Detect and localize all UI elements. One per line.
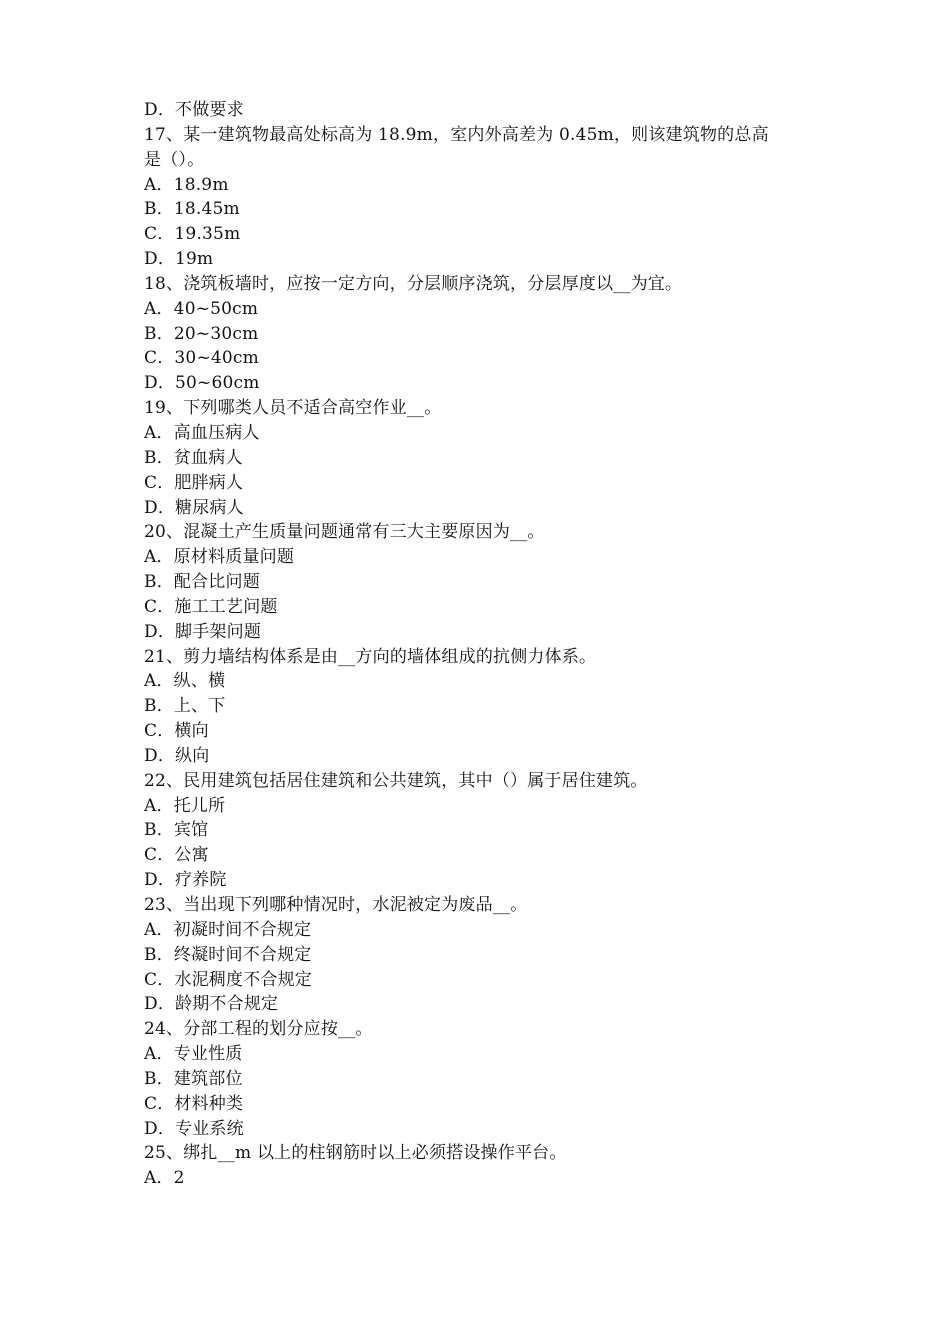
option-line: D．纵向 xyxy=(144,745,210,766)
option-line: D．糖尿病人 xyxy=(144,497,244,518)
option-line: C．公寓 xyxy=(144,845,209,866)
option-line: C．肥胖病人 xyxy=(144,472,244,493)
option-line: D．50~60cm xyxy=(144,373,260,394)
option-line: A．专业性质 xyxy=(144,1044,243,1065)
option-line: B．贫血病人 xyxy=(144,447,243,468)
option-line: D．19m xyxy=(144,249,214,270)
option-line: B．宾馆 xyxy=(144,820,209,841)
option-line: A．托儿所 xyxy=(144,795,226,816)
question-line: 25、绑扎__m 以上的柱钢筋时以上必须搭设操作平台。 xyxy=(144,1143,567,1164)
option-line: D．专业系统 xyxy=(144,1118,244,1139)
option-line: A．18.9m xyxy=(144,174,229,195)
option-line: C．30~40cm xyxy=(144,348,259,369)
option-line: A．40~50cm xyxy=(144,298,259,319)
question-line: 19、下列哪类人员不适合高空作业__。 xyxy=(144,398,442,419)
option-line: C．19.35m xyxy=(144,224,241,245)
question-line: 17、某一建筑物最高处标高为 18.9m，室内外高差为 0.45m，则该建筑物的总高 xyxy=(144,124,769,145)
option-line: D．脚手架问题 xyxy=(144,621,262,642)
option-line: A．高血压病人 xyxy=(144,422,260,443)
option-line: A．纵、横 xyxy=(144,671,226,692)
option-line: C．施工工艺问题 xyxy=(144,596,278,617)
option-line: D．不做要求 xyxy=(144,100,244,120)
option-line: C．材料种类 xyxy=(144,1093,244,1114)
option-line: B．20~30cm xyxy=(144,323,259,344)
option-line: B．18.45m xyxy=(144,199,240,220)
option-line: B．上、下 xyxy=(144,696,226,717)
option-line: C．水泥稠度不合规定 xyxy=(144,969,313,990)
option-line: A．2 xyxy=(144,1168,185,1189)
question-line: 23、当出现下列哪种情况时，水泥被定为废品__。 xyxy=(144,895,528,915)
option-line: A．初凝时间不合规定 xyxy=(144,919,312,940)
question-line: 21、剪力墙结构体系是由__方向的墙体组成的抗侧力体系。 xyxy=(144,646,597,667)
exam-questions-text xyxy=(144,98,814,1191)
question-continuation-line: 是（）。 xyxy=(144,149,205,170)
question-line: 22、民用建筑包括居住建筑和公共建筑，其中（）属于居住建筑。 xyxy=(144,770,648,791)
option-line: C．横向 xyxy=(144,721,209,742)
option-line: B．建筑部位 xyxy=(144,1068,243,1089)
option-line: B．终凝时间不合规定 xyxy=(144,944,312,965)
option-line: D．疗养院 xyxy=(144,870,227,891)
option-line: A．原材料质量问题 xyxy=(144,547,295,568)
option-line: D．龄期不合规定 xyxy=(144,994,279,1015)
question-line: 18、浇筑板墙时，应按一定方向，分层顺序浇筑，分层厚度以__为宜。 xyxy=(144,273,683,294)
option-line: B．配合比问题 xyxy=(144,572,260,593)
question-line: 24、分部工程的划分应按__。 xyxy=(144,1019,373,1040)
question-line: 20、混凝土产生质量问题通常有三大主要原因为__。 xyxy=(144,522,545,543)
